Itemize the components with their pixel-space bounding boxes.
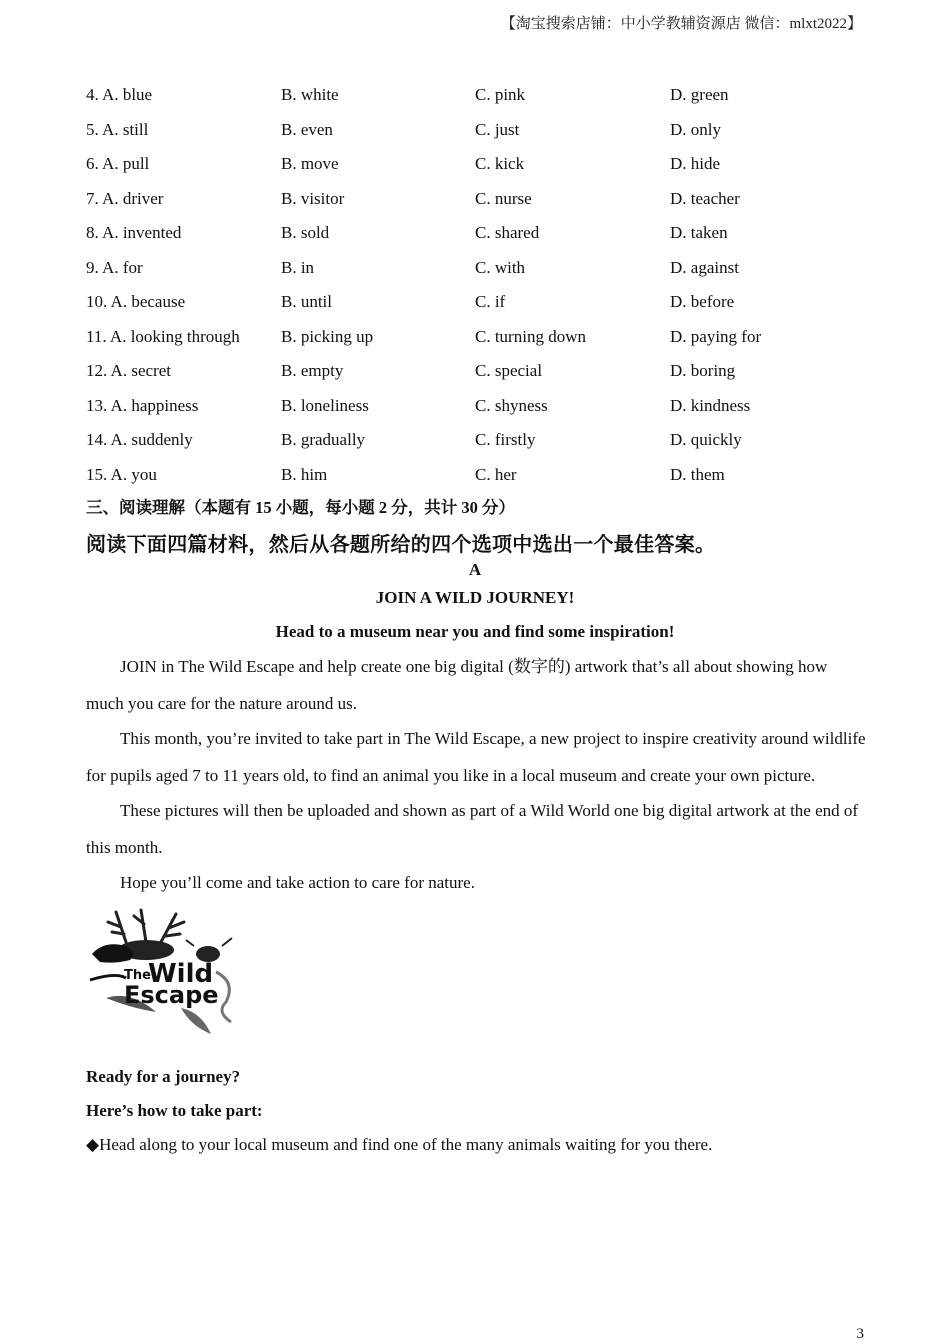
option-row [86, 216, 866, 251]
option-row [86, 354, 866, 389]
wild-escape-logo [86, 902, 246, 1042]
passage-letter: A [468, 560, 482, 579]
option-choice: 10. A. because [86, 292, 186, 312]
bullet-item: ◆Head along to your local museum and find one of the many animals waiting for you there. [86, 1135, 713, 1154]
option-choice: C. turning down [475, 326, 586, 346]
option-choice: 6. A. pull [86, 154, 150, 174]
option-choice: C. her [475, 464, 517, 484]
option-choice: 13. A. happiness [86, 395, 199, 415]
option-choice: D. boring [670, 361, 736, 381]
option-row [86, 78, 866, 113]
logo-wild: Wild [148, 959, 214, 989]
paragraph-1: JOIN in The Wild Escape and help create one big digital (数字的) artwork that’s all about showing how much you care for the nature around us. [86, 657, 828, 713]
option-choice: 9. A. for [86, 257, 143, 277]
option-choice: D. only [670, 119, 721, 139]
option-choice: 15. A. you [86, 464, 157, 484]
option-choice: C. pink [475, 85, 526, 105]
logo-the: The [124, 968, 151, 983]
option-choice: B. visitor [281, 188, 345, 208]
option-choice: C. kick [475, 154, 525, 174]
option-choice: B. loneliness [281, 395, 369, 415]
option-choice: 8. A. invented [86, 223, 182, 243]
option-choice: 5. A. still [86, 119, 149, 139]
option-choice: B. until [281, 292, 333, 312]
option-choice: 14. A. suddenly [86, 430, 193, 450]
option-choice: C. shyness [475, 395, 548, 415]
option-choice: 12. A. secret [86, 361, 171, 381]
option-choice: D. paying for [670, 326, 762, 346]
option-choice: 7. A. driver [86, 188, 164, 208]
option-choice: C. special [475, 361, 543, 381]
option-row [86, 320, 866, 355]
option-choice: C. with [475, 257, 526, 277]
paragraph-3: These pictures will then be uploaded and shown as part of a Wild World one big digital artwork at the end of this month. [86, 801, 859, 857]
option-row [86, 458, 866, 493]
option-row [86, 389, 866, 424]
option-choice: B. empty [281, 361, 344, 381]
paragraph-2: This month, you’re invited to take part in The Wild Escape, a new project to inspire creativity around wildlife for pupils aged 7 to 11 years old, to find an animal you like in a local museum and create your own picture. [86, 729, 866, 785]
paragraph-4: Hope you’ll come and take action to care for nature. [120, 873, 475, 892]
option-choice: C. nurse [475, 188, 532, 208]
option-choice: 11. A. looking through [86, 326, 240, 346]
option-choice: C. just [475, 119, 520, 139]
instruction: 阅读下面四篇材料，然后从各题所给的四个选项中选出一个最佳答案。 [86, 534, 716, 556]
option-choice: D. teacher [670, 188, 740, 208]
page-number: 3 [856, 1326, 864, 1342]
option-choice: D. green [670, 85, 729, 105]
logo-escape: Escape [124, 981, 219, 1009]
option-choice: B. gradually [281, 430, 366, 450]
option-choice: D. hide [670, 154, 721, 174]
option-choice: D. taken [670, 223, 728, 243]
store-header: 【淘宝搜索店铺：中小学教辅资源店 微信：mlxt2022】 [500, 16, 862, 32]
option-choice: B. in [281, 257, 315, 277]
option-choice: D. before [670, 292, 735, 312]
option-choice: B. white [281, 85, 339, 105]
option-row [86, 113, 866, 148]
option-choice: C. firstly [475, 430, 536, 450]
option-choice: B. him [281, 464, 328, 484]
ready-heading: Ready for a journey? [86, 1067, 241, 1086]
passage-subtitle: Head to a museum near you and find some inspiration! [275, 622, 675, 641]
section-title: 三、阅读理解（本题有 15 小题，每小题 2 分，共计 30 分） [86, 498, 515, 517]
option-row [86, 182, 866, 217]
option-choice: D. quickly [670, 430, 742, 450]
option-choice: D. against [670, 257, 739, 277]
option-choice: C. shared [475, 223, 540, 243]
option-row [86, 147, 866, 182]
option-choice: B. even [281, 119, 333, 139]
option-choice: B. picking up [281, 326, 374, 346]
option-row [86, 285, 866, 320]
option-row [86, 423, 866, 458]
option-choice: D. them [670, 464, 725, 484]
options-table [86, 78, 866, 492]
passage-title: JOIN A WILD JOURNEY! [375, 588, 575, 607]
option-choice: 4. A. blue [86, 85, 153, 105]
option-choice: B. move [281, 154, 339, 174]
option-row [86, 251, 866, 286]
option-choice: B. sold [281, 223, 330, 243]
option-choice: D. kindness [670, 395, 751, 415]
option-choice: C. if [475, 292, 506, 312]
how-heading: Here’s how to take part: [86, 1101, 263, 1120]
